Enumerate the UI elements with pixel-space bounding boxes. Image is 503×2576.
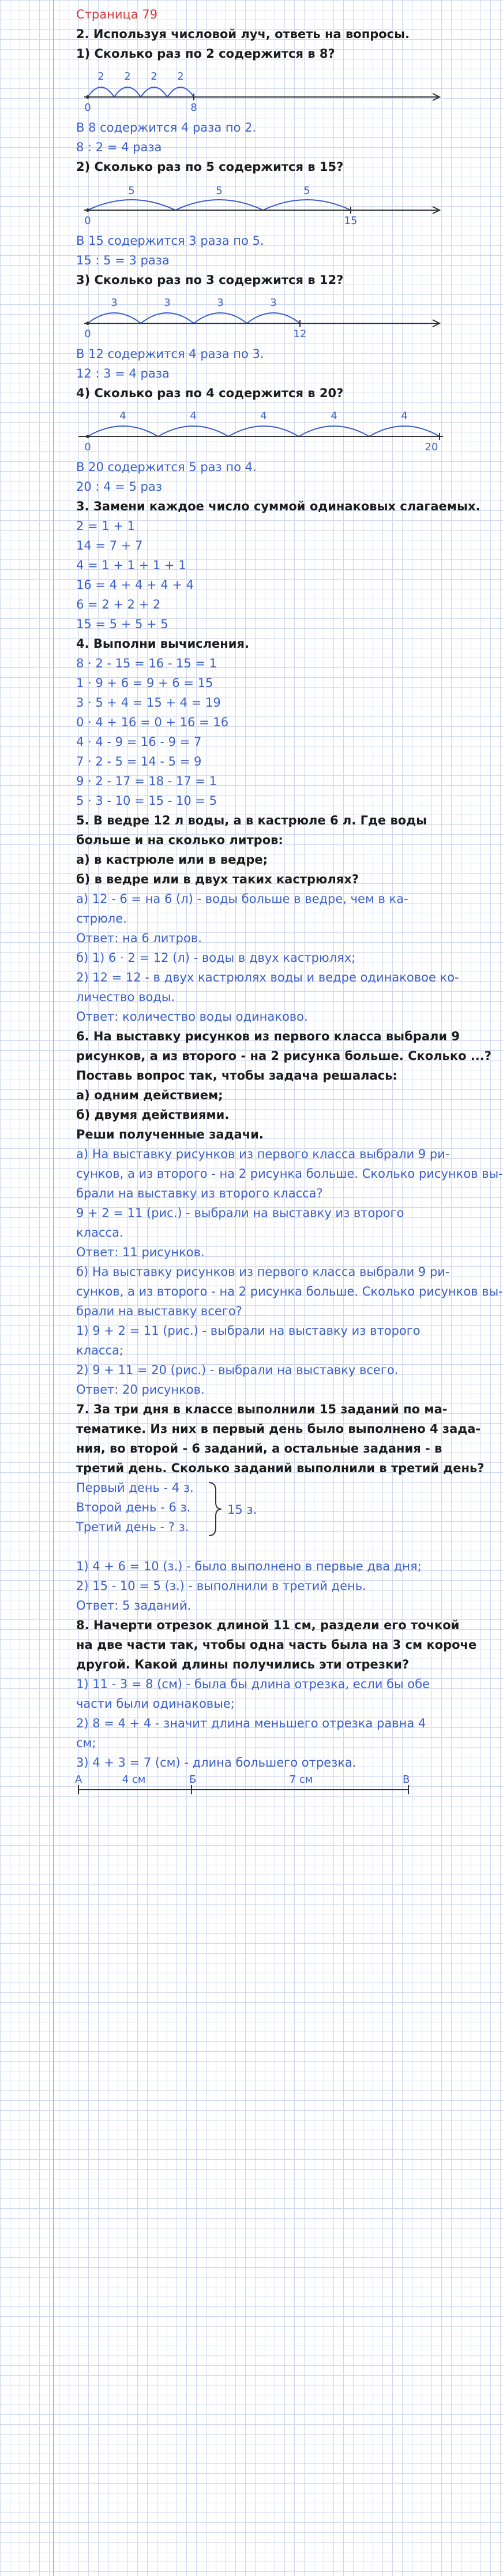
task2-q3-answer: В 12 содержится 4 раза по 3.: [76, 347, 264, 361]
task6-b-solution-2: 2) 9 + 11 = 20 (рис.) - выбрали на выставку всего.: [76, 1363, 399, 1377]
ray-start-label: 0: [84, 102, 91, 114]
task2-heading: 2. Используя числовой луч, ответь на вопросы.: [76, 27, 410, 41]
arc-label-3: 4: [260, 410, 267, 422]
arc-label-4: 4: [331, 410, 337, 422]
arc-label-2: 5: [216, 185, 223, 197]
task5-a-answer: Ответ: на 6 литров.: [76, 931, 202, 945]
task5-b-answer: Ответ: количество воды одинаково.: [76, 1010, 308, 1024]
task5-a-solution: а) 12 - 6 = на 6 (л) - воды больше в ведре, чем в ка-: [76, 892, 408, 906]
arc-label-4: 2: [177, 70, 184, 83]
arc-label-3: 2: [151, 70, 157, 83]
task8-solution-3: 3) 4 + 3 = 7 (см) - длина большего отрезка.: [76, 1756, 356, 1769]
task6-a-solution: 9 + 2 = 11 (рис.) - выбрали на выставку из второго: [76, 1206, 404, 1220]
arc-2: [114, 87, 141, 97]
task7-heading-2: тематике. Из них в первый день было выполнено 4 зада-: [76, 1422, 481, 1436]
task7-heading-4: третий день. Сколько заданий выполнили в третий день?: [76, 1461, 485, 1475]
number-line-q4: [76, 405, 445, 454]
ray-end-label: 15: [344, 215, 358, 227]
arc-label-1: 2: [97, 70, 104, 83]
task6-heading-cont: рисунков, а из второго - на 2 рисунка больше. Сколько ...?: [76, 1049, 491, 1063]
task4-line: 3 · 5 + 4 = 15 + 4 = 19: [76, 696, 221, 710]
segment-point-a: А: [75, 1774, 82, 1786]
task8-solution-1: 1) 11 - 3 = 8 (см) - была бы длина отрезка, если бы обе: [76, 1677, 430, 1691]
task4-line: 5 · 3 - 10 = 15 - 10 = 5: [76, 794, 217, 808]
arc-label-5: 4: [401, 410, 408, 422]
task6-prompt: Поставь вопрос так, чтобы задача решалась:: [76, 1069, 397, 1082]
task3-line: 15 = 5 + 5 + 5: [76, 617, 168, 631]
task3-line: 4 = 1 + 1 + 1 + 1: [76, 558, 186, 572]
task4-line: 1 · 9 + 6 = 9 + 6 = 15: [76, 676, 213, 690]
margin-line: [53, 0, 54, 2576]
task7-short-note: [76, 1478, 445, 1556]
short-note-total: 15 з.: [227, 1503, 257, 1517]
arc-label-2: 4: [190, 410, 197, 422]
task7-heading: 7. За три дня в классе выполнили 15 заданий по ма-: [76, 1402, 448, 1416]
task2-q4-expr: 20 : 4 = 5 раз: [76, 480, 162, 494]
short-note-day1: Первый день - 4 з.: [76, 1481, 194, 1495]
task6-option-b: б) двумя действиями.: [76, 1108, 230, 1122]
task3-line: 2 = 1 + 1: [76, 519, 135, 533]
task6-b-question-cont: сунков, а из второго - на 2 рисунка больше. Сколько рисунков вы-: [76, 1285, 503, 1298]
task4-line: 9 · 2 - 17 = 18 - 17 = 1: [76, 774, 217, 788]
task5-heading: 5. В ведре 12 л воды, а в кастрюле 6 л. Где воды: [76, 813, 427, 827]
task8-solution-2-cont: см;: [76, 1736, 96, 1750]
ray-start-label: 0: [84, 215, 91, 227]
task6-b-answer: Ответ: 20 рисунков.: [76, 1383, 205, 1397]
task6-b-solution-1: 1) 9 + 2 = 11 (рис.) - выбрали на выставку из второго: [76, 1324, 421, 1338]
segment-point-b: Б: [189, 1774, 197, 1786]
arc-label-2: 2: [124, 70, 131, 83]
brace-icon: [207, 1480, 224, 1538]
task2-q3-expr: 12 : 3 = 4 раза: [76, 367, 170, 380]
task6-a-question-cont: сунков, а из второго - на 2 рисунка больше. Сколько рисунков вы-: [76, 1167, 503, 1181]
number-line-q2: [76, 179, 445, 227]
arc-label-1: 5: [128, 185, 135, 197]
arc-3: [141, 87, 167, 97]
arc-4: [167, 87, 194, 97]
task2-q2-answer: В 15 содержится 3 раза по 5.: [76, 234, 264, 248]
task6-solve: Реши полученные задачи.: [76, 1128, 264, 1141]
task4-line: 4 · 4 - 9 = 16 - 9 = 7: [76, 735, 202, 749]
task8-heading-2: на две части так, чтобы одна часть была на 3 см короче: [76, 1638, 477, 1652]
task8-heading-3: другой. Какой длины получились эти отрезки?: [76, 1657, 410, 1671]
segment-point-c: В: [403, 1774, 410, 1786]
task3-line: 16 = 4 + 4 + 4 + 4: [76, 578, 194, 592]
task6-a-question-end: брали на выставку из второго класса?: [76, 1186, 323, 1200]
arc-label-4: 3: [270, 297, 277, 309]
task3-heading: 3. Замени каждое число суммой одинаковых слагаемых.: [76, 499, 481, 513]
page-title: Страница 79: [76, 8, 158, 21]
task6-b-question: б) На выставку рисунков из первого класса выбрали 9 ри-: [76, 1265, 450, 1279]
ray-start-label: 0: [84, 328, 91, 340]
task5-option-b: б) в ведре или в двух таких кастрюлях?: [76, 872, 359, 886]
task7-answer: Ответ: 5 заданий.: [76, 1599, 192, 1612]
task2-q4-answer: В 20 содержится 5 раз по 4.: [76, 460, 257, 474]
task8-solution-1-cont: части были одинаковые;: [76, 1697, 235, 1711]
task5-b-solution-2: 2) 12 = 12 - в двух кастрюлях воды и ведре одинаковое ко-: [76, 970, 459, 984]
task6-b-question-end: брали на выставку всего?: [76, 1304, 242, 1318]
task2-q1-answer: В 8 содержится 4 раза по 2.: [76, 121, 257, 135]
task5-b-solution-1: б) 1) 6 · 2 = 12 (л) - воды в двух кастрюлях;: [76, 951, 356, 965]
task3-line: 14 = 7 + 7: [76, 539, 143, 552]
task2-q2-expr: 15 : 5 = 3 раза: [76, 253, 170, 267]
ray-start-label: 0: [84, 441, 91, 453]
short-note-day3: Третий день - ? з.: [76, 1520, 189, 1534]
segment-left-length: 4 см: [122, 1774, 146, 1786]
task6-b-solution-1-cont: класса;: [76, 1343, 124, 1357]
task7-solution-1: 1) 4 + 6 = 10 (з.) - было выполнено в первые два дня;: [76, 1559, 422, 1573]
task5-a-solution-cont: стрюле.: [76, 912, 127, 925]
task2-q2: 2) Сколько раз по 5 содержится в 15?: [76, 160, 344, 174]
task2-q4: 4) Сколько раз по 4 содержится в 20?: [76, 386, 344, 400]
task6-option-a: а) одним действием;: [76, 1088, 223, 1102]
task5-heading-cont: больше и на сколько литров:: [76, 833, 283, 847]
task6-heading: 6. На выставку рисунков из первого класса выбрали 9: [76, 1029, 460, 1043]
task4-heading: 4. Выполни вычисления.: [76, 637, 249, 651]
task4-line: 7 · 2 - 5 = 14 - 5 = 9: [76, 755, 202, 768]
segment-right-length: 7 см: [289, 1774, 313, 1786]
task7-solution-2: 2) 15 - 10 = 5 (з.) - выполнили в третий день.: [76, 1579, 366, 1593]
task2-q1: 1) Сколько раз по 2 содержится в 8?: [76, 47, 335, 61]
task5-b-solution-2-cont: личество воды.: [76, 990, 175, 1004]
number-line-q3: [76, 292, 445, 341]
task5-option-a: а) в кастрюле или в ведре;: [76, 853, 268, 867]
number-line-q1: [76, 66, 445, 114]
number-line-q2-arcs: [88, 200, 351, 210]
task2-q3: 3) Сколько раз по 3 содержится в 12?: [76, 273, 344, 287]
arc-label-2: 3: [164, 297, 171, 309]
task4-line: 8 · 2 - 15 = 16 - 15 = 1: [76, 656, 217, 670]
arc-1: [88, 87, 114, 97]
arc-label-3: 5: [303, 185, 310, 197]
task6-a-solution-cont: класса.: [76, 1226, 123, 1240]
ray-end-label: 20: [425, 441, 438, 453]
task2-q1-expr: 8 : 2 = 4 раза: [76, 140, 162, 154]
task6-a-question: а) На выставку рисунков из первого класса выбрали 9 ри-: [76, 1147, 450, 1161]
arc-label-3: 3: [217, 297, 224, 309]
short-note-day2: Второй день - 6 з.: [76, 1500, 191, 1514]
task4-line: 0 · 4 + 16 = 0 + 16 = 16: [76, 715, 229, 729]
arc-label-1: 4: [119, 410, 126, 422]
ray-start: [86, 95, 89, 99]
segment-drawing: [76, 1772, 445, 1802]
task3-line: 6 = 2 + 2 + 2: [76, 598, 161, 611]
ray-end-label: 12: [293, 328, 307, 340]
task8-heading: 8. Начерти отрезок длиной 11 см, раздели его точкой: [76, 1618, 460, 1632]
arc-label-1: 3: [111, 297, 118, 309]
task6-a-answer: Ответ: 11 рисунков.: [76, 1245, 205, 1259]
ray-end-label: 8: [190, 102, 197, 114]
task7-heading-3: ния, во второй - 6 заданий, а остальные задания - в: [76, 1442, 442, 1455]
task8-solution-2: 2) 8 = 4 + 4 - значит длина меньшего отрезка равна 4: [76, 1716, 426, 1730]
content: [75, 5, 503, 1805]
number-line-q1-arcs: [88, 87, 194, 97]
